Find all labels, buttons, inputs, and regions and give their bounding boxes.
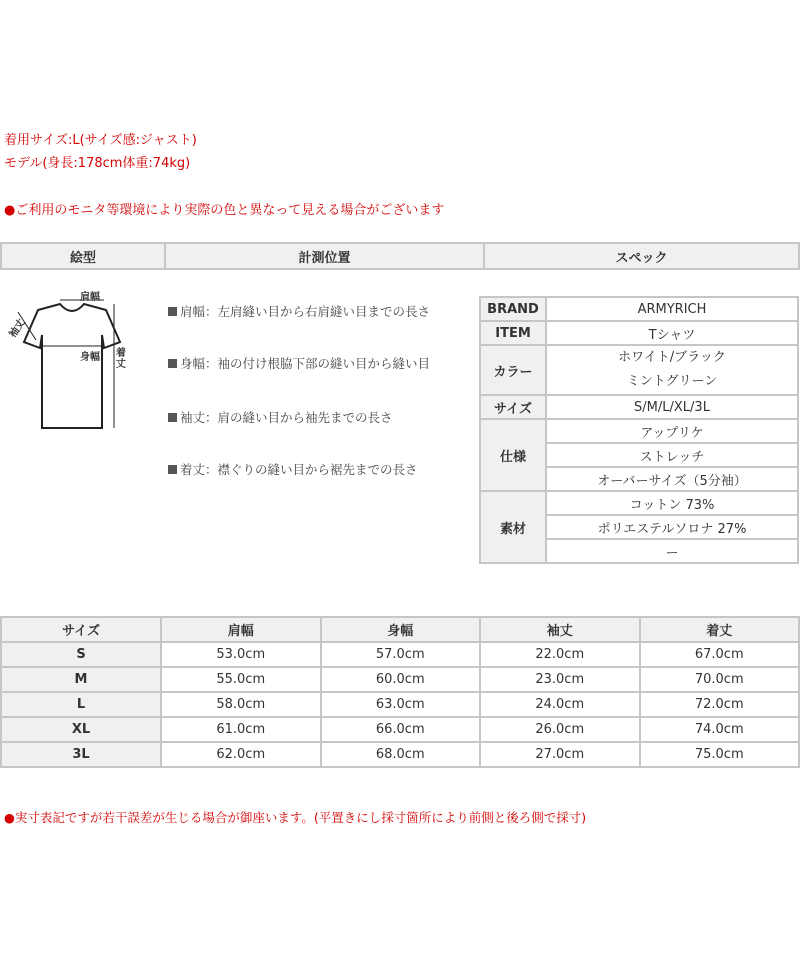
diagram-label-sleeve: 袖丈 xyxy=(7,317,28,340)
size-cell: 75.0cm xyxy=(640,742,800,767)
size-cell: 53.0cm xyxy=(161,642,321,667)
bullet-square-icon xyxy=(168,359,177,368)
size-cell: 27.0cm xyxy=(480,742,640,767)
section-header xyxy=(0,242,800,270)
size-header-length: 着丈 xyxy=(640,617,800,642)
spec-detail-2: ストレッチ xyxy=(546,443,798,467)
spec-value-color xyxy=(546,345,798,395)
spec-row-brand xyxy=(480,297,798,321)
size-header-body: 身幅 xyxy=(321,617,481,642)
spec-color-2: ミントグリーン xyxy=(626,374,718,389)
size-header-shoulder: 肩幅 xyxy=(161,617,321,642)
measurement-disclaimer: ●実寸表記ですが若干誤差が生じる場合が御座います。(平置きにし採寸箇所により前側と後ろ側で採寸) xyxy=(4,810,587,825)
spec-material-2: ポリエステルソロナ 27% xyxy=(546,515,798,539)
spec-row-item xyxy=(480,321,798,345)
table-row xyxy=(1,642,799,667)
spec-table xyxy=(479,296,799,564)
spec-value-brand: ARMYRICH xyxy=(546,297,798,321)
bullet-square-icon xyxy=(168,413,177,422)
spec-row-color xyxy=(480,345,798,395)
measure-shoulder-text: 肩幅：左肩縫い目から右肩縫い目までの長さ xyxy=(180,304,431,319)
measure-sleeve-text: 袖丈：肩の縫い目から袖先までの長さ xyxy=(180,410,393,425)
spec-label-item: ITEM xyxy=(480,321,546,345)
size-cell: 72.0cm xyxy=(640,692,800,717)
size-cell: 67.0cm xyxy=(640,642,800,667)
size-cell: 26.0cm xyxy=(480,717,640,742)
size-table xyxy=(0,616,800,768)
spec-label-color: カラー xyxy=(480,345,546,395)
table-row xyxy=(1,667,799,692)
worn-size-note: 着用サイズ:L(サイズ感:ジャスト) xyxy=(4,133,197,148)
spec-row-size xyxy=(480,395,798,419)
spec-row-material xyxy=(480,491,798,515)
size-cell: 74.0cm xyxy=(640,717,800,742)
spec-label-brand: BRAND xyxy=(480,297,546,321)
size-header-size: サイズ xyxy=(1,617,161,642)
color-disclaimer: ●ご利用のモニタ等環境により実際の色と異なって見える場合がございます xyxy=(4,203,445,218)
header-pattern: 絵型 xyxy=(1,243,165,269)
size-cell: 24.0cm xyxy=(480,692,640,717)
size-cell-name: 3L xyxy=(1,742,161,767)
size-cell-name: XL xyxy=(1,717,161,742)
spec-label-material: 素材 xyxy=(480,491,546,563)
size-cell: 58.0cm xyxy=(161,692,321,717)
table-row xyxy=(1,692,799,717)
size-cell-name: M xyxy=(1,667,161,692)
tshirt-diagram xyxy=(2,290,132,440)
measure-sleeve xyxy=(168,408,393,426)
size-cell: 63.0cm xyxy=(321,692,481,717)
tshirt-outline-icon xyxy=(2,290,132,440)
size-cell: 57.0cm xyxy=(321,642,481,667)
spec-material-1: コットン 73% xyxy=(546,491,798,515)
size-cell: 68.0cm xyxy=(321,742,481,767)
measure-body xyxy=(168,354,430,372)
measure-body-text: 身幅：袖の付け根脇下部の縫い目から縫い目 xyxy=(180,356,431,371)
size-header-sleeve: 袖丈 xyxy=(480,617,640,642)
bullet-square-icon xyxy=(168,465,177,474)
size-cell: 55.0cm xyxy=(161,667,321,692)
header-measure-position: 計測位置 xyxy=(165,243,484,269)
diagram-label-body: 身幅 xyxy=(80,352,100,363)
table-row xyxy=(1,717,799,742)
bullet-square-icon xyxy=(168,307,177,316)
model-info-note: モデル(身長:178cm体重:74kg) xyxy=(4,156,191,171)
size-table-header xyxy=(1,617,799,642)
size-cell-name: S xyxy=(1,642,161,667)
diagram-label-shoulder: 肩幅 xyxy=(80,292,100,303)
diagram-label-length: 着丈 xyxy=(116,348,126,370)
size-cell: 22.0cm xyxy=(480,642,640,667)
spec-value-size: S/M/L/XL/3L xyxy=(546,395,798,419)
header-spec: スペック xyxy=(484,243,799,269)
table-row xyxy=(1,742,799,767)
size-cell: 66.0cm xyxy=(321,717,481,742)
spec-row-detail xyxy=(480,419,798,443)
spec-material-3: ー xyxy=(546,539,798,563)
spec-detail-1: アップリケ xyxy=(546,419,798,443)
measure-length xyxy=(168,460,418,478)
measure-length-text: 着丈：襟ぐりの縫い目から裾先までの長さ xyxy=(180,462,418,477)
size-cell: 61.0cm xyxy=(161,717,321,742)
spec-color-1: ホワイト/ブラック xyxy=(618,350,726,365)
size-cell: 70.0cm xyxy=(640,667,800,692)
spec-detail-3: オーバーサイズ（5分袖） xyxy=(546,467,798,491)
measure-shoulder xyxy=(168,302,430,320)
size-cell: 60.0cm xyxy=(321,667,481,692)
spec-value-item: Tシャツ xyxy=(546,321,798,345)
spec-label-size: サイズ xyxy=(480,395,546,419)
size-cell: 23.0cm xyxy=(480,667,640,692)
size-cell: 62.0cm xyxy=(161,742,321,767)
spec-label-detail: 仕様 xyxy=(480,419,546,491)
size-cell-name: L xyxy=(1,692,161,717)
